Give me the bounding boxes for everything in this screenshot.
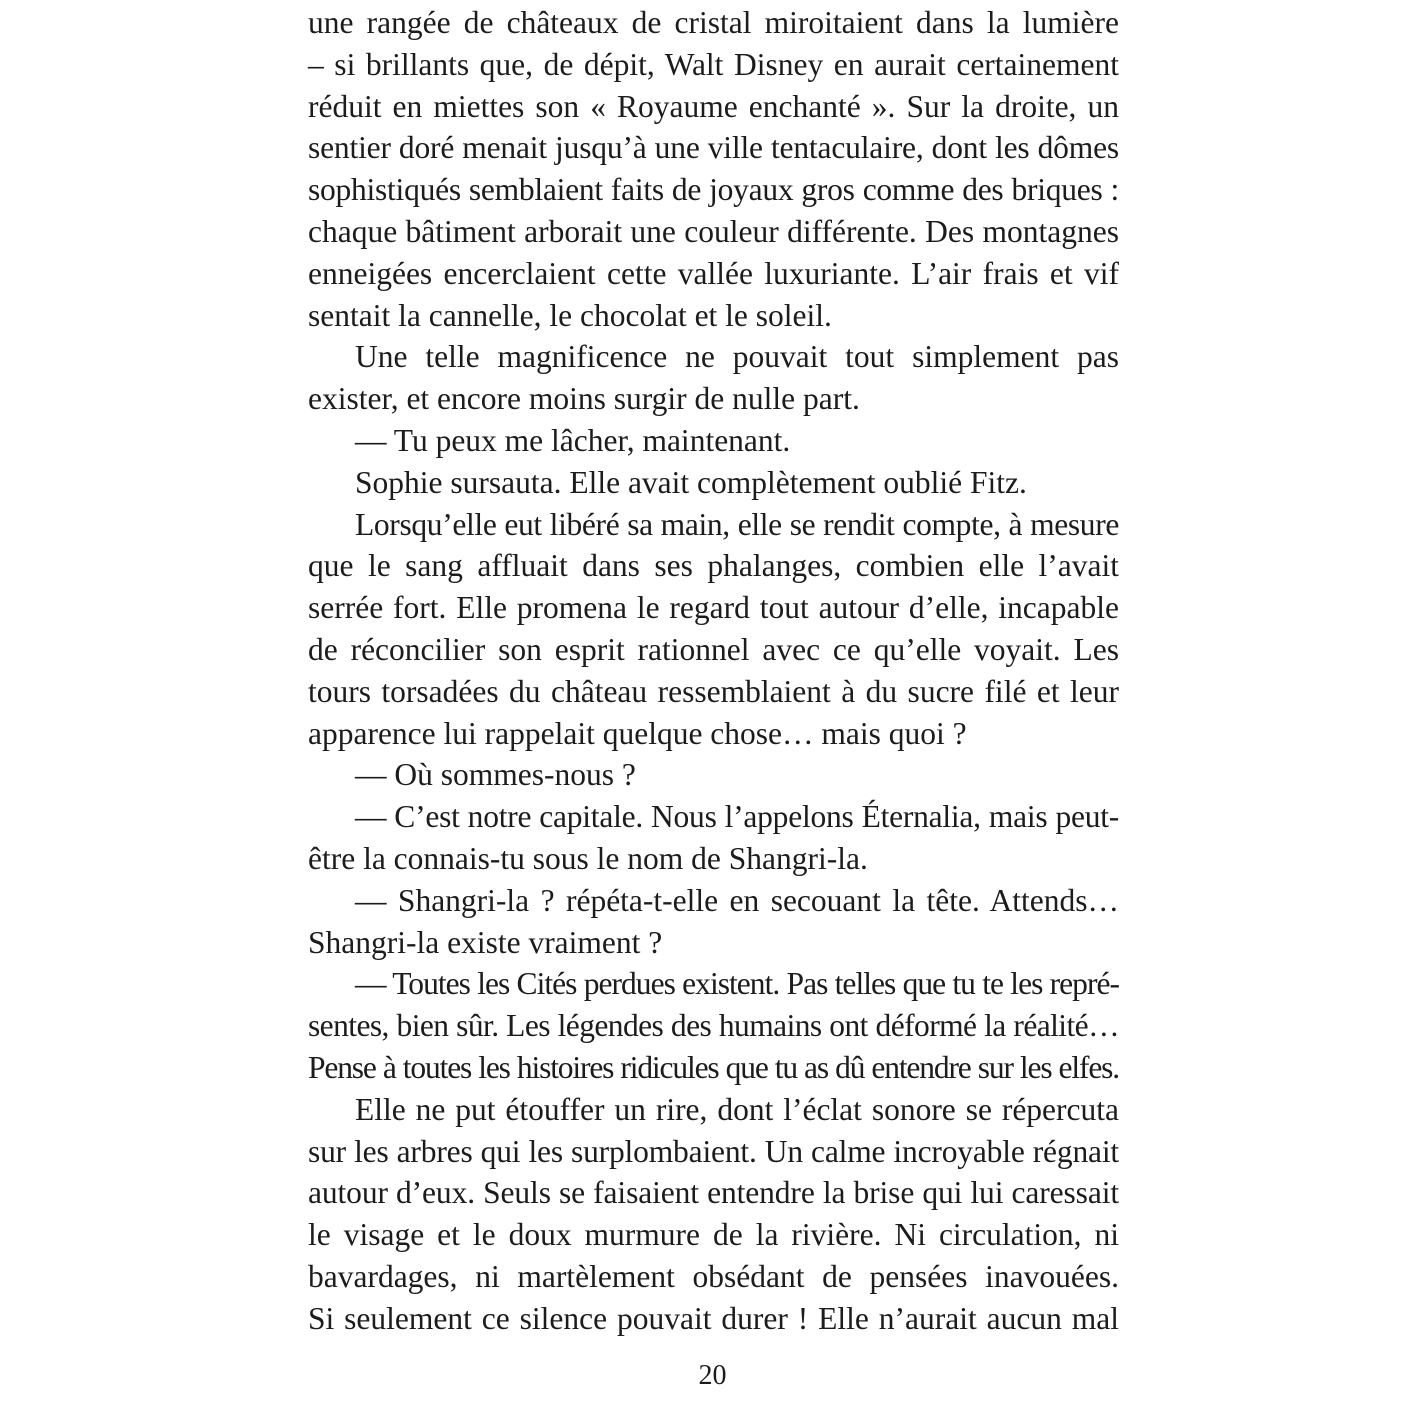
text-line: sophistiqués semblaient faits de joyaux gros comme des briques : bbox=[308, 172, 1119, 208]
text-line: apparence lui rappelait quelque chose… mais quoi ? bbox=[308, 715, 967, 751]
body-text bbox=[308, 2, 1119, 1340]
text-line: Si seulement ce silence pouvait durer ! Elle n’aurait aucun mal bbox=[308, 1300, 1119, 1336]
text-line: enneigées encerclaient cette vallée luxuriante. L’air frais et vif bbox=[308, 255, 1119, 291]
text-line: serrée fort. Elle promena le regard tout autour d’elle, incapable bbox=[308, 590, 1119, 626]
text-line: réduit en miettes son « Royaume enchanté ». Sur la droite, un bbox=[308, 88, 1119, 124]
text-line: Lorsqu’elle eut libéré sa main, elle se rendit compte, à mesure bbox=[355, 506, 1119, 542]
text-line: sentier doré menait jusqu’à une ville tentaculaire, dont les dômes bbox=[308, 130, 1119, 166]
text-line: – si brillants que, de dépit, Walt Disney en aurait certainement bbox=[308, 46, 1119, 82]
text-line: bavardages, ni martèlement obsédant de pensées inavouées. bbox=[308, 1258, 1119, 1294]
text-line: être la connais-tu sous le nom de Shangri-la. bbox=[308, 840, 868, 876]
text-line: sentes, bien sûr. Les légendes des humains ont déformé la réalité… bbox=[308, 1008, 1119, 1044]
text-line: de réconcilier son esprit rationnel avec ce qu’elle voyait. Les bbox=[308, 631, 1119, 667]
text-line: tours torsadées du château ressemblaient à du sucre filé et leur bbox=[308, 673, 1119, 709]
text-line: chaque bâtiment arborait une couleur différente. Des montagnes bbox=[308, 213, 1119, 249]
text-line: sentait la cannelle, le chocolat et le soleil. bbox=[308, 297, 832, 333]
text-line: — Toutes les Cités perdues existent. Pas telles que tu te les repré- bbox=[355, 966, 1119, 1002]
text-line: Shangri-la existe vraiment ? bbox=[308, 924, 663, 960]
text-line: que le sang affluait dans ses phalanges, combien elle l’avait bbox=[308, 548, 1119, 584]
text-line: une rangée de châteaux de cristal miroitaient dans la lumière bbox=[308, 5, 1119, 40]
text-line: — Où sommes-nous ? bbox=[355, 757, 636, 793]
text-line: Sophie sursauta. Elle avait complètement oublié Fitz. bbox=[355, 464, 1027, 500]
text-line: le visage et le doux murmure de la rivière. Ni circulation, ni bbox=[308, 1217, 1119, 1253]
text-line: sur les arbres qui les surplombaient. Un calme incroyable régnait bbox=[308, 1133, 1119, 1169]
text-line: Une telle magnificence ne pouvait tout simplement pas bbox=[355, 339, 1119, 375]
text-line: autour d’eux. Seuls se faisaient entendre la brise qui lui caressait bbox=[308, 1175, 1119, 1211]
text-line: Pense à toutes les histoires ridicules que tu as dû entendre sur les elfes. bbox=[308, 1049, 1119, 1085]
text-line: — Tu peux me lâcher, maintenant. bbox=[355, 422, 791, 458]
text-line: Elle ne put étouffer un rire, dont l’éclat sonore se répercuta bbox=[355, 1091, 1119, 1127]
page-number: 20 bbox=[698, 1360, 727, 1391]
text-line: — Shangri-la ? répéta-t-elle en secouant la tête. Attends… bbox=[355, 882, 1119, 918]
text-line: — C’est notre capitale. Nous l’appelons Éternalia, mais peut- bbox=[355, 799, 1119, 835]
text-line: exister, et encore moins surgir de nulle part. bbox=[308, 381, 860, 417]
